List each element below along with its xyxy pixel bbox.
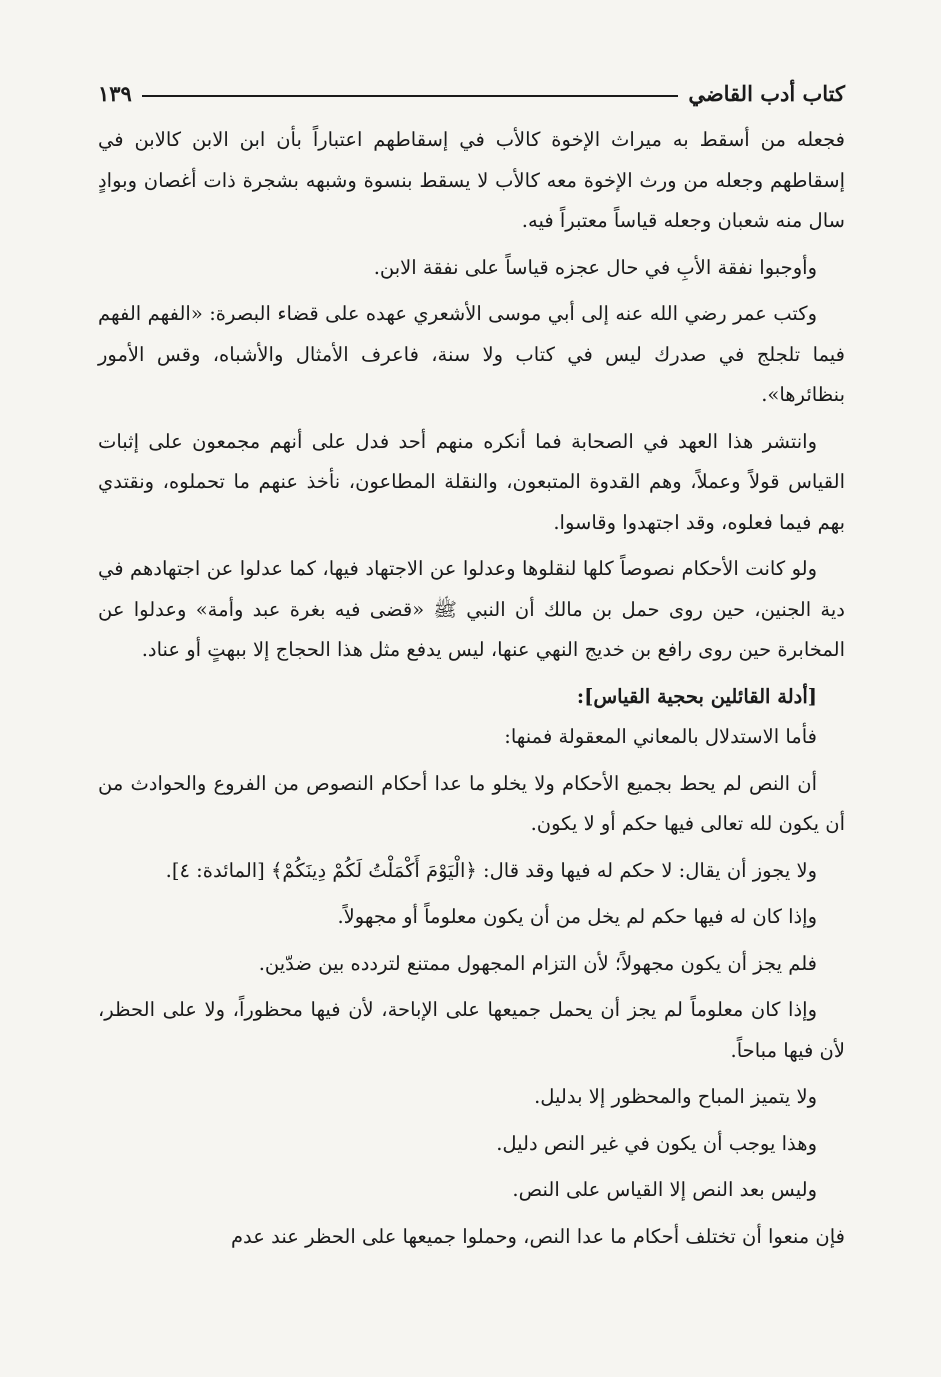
- page-number: ١٣٩: [98, 80, 132, 106]
- header-rule: [142, 95, 678, 97]
- paragraph: ولا يجوز أن يقال: لا حكم له فيها وقد قال: ﴿الْيَوْمَ أَكْمَلْتُ لَكُمْ دِينَكُمْ﴾ [المائدة: ٤].: [165, 858, 817, 882]
- paragraph: ولو كانت الأحكام نصوصاً كلها لنقلوها وعدلوا عن الاجتهاد فيها، كما عدلوا عن اجتهادهم في دية الجنين، حين روى حمل بن مالك أن النبي ﷺ «قضى فيه بغرة عبد وأمة» وعدلوا عن المخابرة حين روى رافع بن خديج النهي عنها، ليس يدفع مثل هذا الحجاج إلا ببهتٍ أو عناد.: [98, 557, 845, 661]
- paragraph: وكتب عمر رضي الله عنه إلى أبي موسى الأشعري عهده على قضاء البصرة: «الفهم الفهم فيما تلجلج في صدرك ليس في كتاب ولا سنة، فاعرف الأمثال والأشباه، وقس الأمور بنظائرها».: [98, 302, 845, 406]
- paragraph: وليس بعد النص إلا القياس على النص.: [512, 1178, 817, 1201]
- paragraph: وإذا كان معلوماً لم يجز أن يحمل جميعها على الإباحة، لأن فيها محظوراً، ولا على الحظر، لأن فيها مباحاً.: [98, 998, 845, 1062]
- paragraph: فإن منعوا أن تختلف أحكام ما عدا النص، وحملوا جميعها على الحظر عند عدم: [230, 1224, 845, 1248]
- paragraph: وإذا كان له فيها حكم لم يخل من أن يكون معلوماً أو مجهولاً.: [337, 905, 817, 928]
- paragraph: أن النص لم يحط بجميع الأحكام ولا يخلو ما عدا أحكام النصوص من الفروع والحوادث من أن يكون لله تعالى فيها حكم أو لا يكون.: [98, 771, 845, 835]
- paragraph: وأوجبوا نفقة الأبِ في حال عجزه قياساً على نفقة الابن.: [373, 255, 817, 279]
- paragraph: وهذا يوجب أن يكون في غير النص دليل.: [496, 1131, 817, 1155]
- running-header: [98, 78, 845, 108]
- paragraph: وانتشر هذا العهد في الصحابة فما أنكره منهم أحد فدل على أنهم مجمعون على إثبات القياس قولاً وعملاً، وهم القدوة المتبعون، والنقلة المطاعون، نأخذ عنهم ما تحملوه، ونقتدي بهم فيما فعلوه، وقد اجتهدوا وقاسوا.: [98, 429, 845, 534]
- book-title: كتاب أدب القاضي: [688, 80, 845, 106]
- paragraph: فأما الاستدلال بالمعاني المعقولة فمنها:: [504, 725, 817, 748]
- page-body: [98, 120, 845, 1263]
- paragraph: فلم يجز أن يكون مجهولاً؛ لأن التزام المجهول ممتنع لتردده بين ضدّين.: [258, 951, 817, 975]
- section-heading: [أدلة القائلين بحجية القياس]:: [576, 684, 817, 708]
- paragraph: فجعله من أسقط به ميراث الإخوة كالأب في إسقاطهم اعتباراً بأن ابن الابن كالابن في إسقاطهم وجعله من ورث الإخوة معه كالأب لا يسقط بنسوة وشبهه بشجرة ذات أغصان وبوادٍ سال منه شعبان وجعله قياساً معتبراً فيه.: [98, 128, 845, 232]
- paragraph: ولا يتميز المباح والمحظور إلا بدليل.: [534, 1085, 817, 1108]
